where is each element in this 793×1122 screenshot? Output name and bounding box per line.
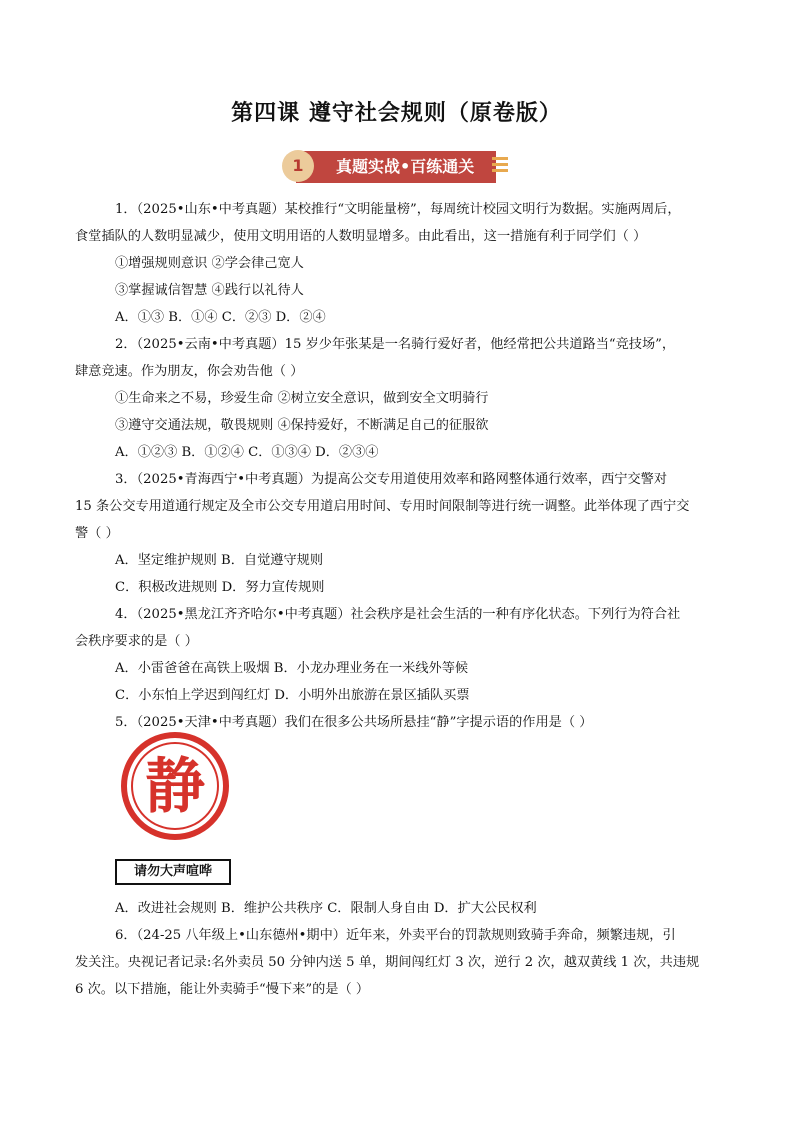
question-4-line-2: 会秩序要求的是（ ） bbox=[75, 634, 198, 649]
question-2-statements-1: ①生命来之不易，珍爱生命 ②树立安全意识，做到安全文明骑行 bbox=[115, 391, 489, 406]
quiet-seal-icon bbox=[120, 731, 230, 841]
question-3-line-3: 警（ ） bbox=[75, 526, 119, 541]
section-banner bbox=[282, 149, 510, 185]
banner-label: 真题实战•百练通关 bbox=[336, 157, 475, 176]
page-title: 第四课 遵守社会规则（原卷版） bbox=[231, 101, 562, 126]
question-5-options: A．改进社会规则 B．维护公共秩序 C．限制人身自由 D．扩大公民权利 bbox=[115, 901, 537, 916]
banner-stripes-icon bbox=[492, 157, 508, 179]
question-6-line-2: 发关注。央视记者记录:名外卖员 50 分钟内送 5 单，期间闯红灯 3 次，逆行 2 次，越双黄线 1 次，共违规 bbox=[75, 955, 700, 970]
question-5-line-1: 5．（2025•天津•中考真题）我们在很多公共场所悬挂“静”字提示语的作用是（ ） bbox=[115, 715, 593, 730]
question-1-statements-1: ①增强规则意识 ②学会律己宽人 bbox=[115, 256, 304, 271]
question-4-line-1: 4．（2025•黑龙江齐齐哈尔•中考真题）社会秩序是社会生活的一种有序化状态。下列行为符合社 bbox=[115, 607, 681, 622]
question-2-options: A．①②③ B．①②④ C．①③④ D．②③④ bbox=[115, 445, 379, 460]
question-3-line-2: 15 条公交专用道通行规定及全市公交专用道启用时间、专用时间限制等进行统一调整。此举体现了西宁交 bbox=[75, 499, 690, 514]
question-1-line-1: 1．（2025•山东•中考真题）某校推行“文明能量榜”，每周统计校园文明行为数据。实施两周后， bbox=[115, 202, 681, 217]
question-1-options: A．①③ B．①④ C．②③ D．②④ bbox=[115, 310, 326, 325]
question-3-options-2: C．积极改进规则 D．努力宣传规则 bbox=[115, 580, 325, 595]
banner-number-badge: 1 bbox=[282, 150, 314, 182]
question-6-line-3: 6 次。以下措施，能让外卖骑手“慢下来”的是（ ） bbox=[75, 982, 370, 997]
question-1-statements-2: ③掌握诚信智慧 ④践行以礼待人 bbox=[115, 283, 304, 298]
question-2-line-2: 肆意竞速。作为朋友，你会劝告他（ ） bbox=[75, 364, 304, 379]
question-4-options-2: C．小东怕上学迟到闯红灯 D．小明外出旅游在景区插队买票 bbox=[115, 688, 470, 703]
quiet-sign: 请勿大声喧哗 bbox=[115, 859, 231, 885]
question-3-options-1: A．坚定维护规则 B．自觉遵守规则 bbox=[115, 553, 324, 568]
question-3-line-1: 3．（2025•青海西宁•中考真题）为提高公交专用道使用效率和路网整体通行效率，西宁交警对 bbox=[115, 472, 668, 487]
question-1-line-2: 食堂插队的人数明显减少，使用文明用语的人数明显增多。由此看出，这一措施有利于同学们（ ） bbox=[75, 229, 647, 244]
question-6-line-1: 6．（24-25 八年级上•山东德州•期中）近年来，外卖平台的罚款规则致骑手奔命，频繁违规，引 bbox=[115, 928, 676, 943]
question-4-options-1: A．小雷爸爸在高铁上吸烟 B．小龙办理业务在一米线外等候 bbox=[115, 661, 469, 676]
banner-bar bbox=[296, 151, 496, 183]
question-2-line-1: 2．（2025•云南•中考真题）15 岁少年张某是一名骑行爱好者，他经常把公共道路当“竞技场”， bbox=[115, 337, 676, 352]
seal-character: 静 bbox=[145, 752, 205, 822]
question-2-statements-2: ③遵守交通法规，敬畏规则 ④保持爱好，不断满足自己的征服欲 bbox=[115, 418, 489, 433]
